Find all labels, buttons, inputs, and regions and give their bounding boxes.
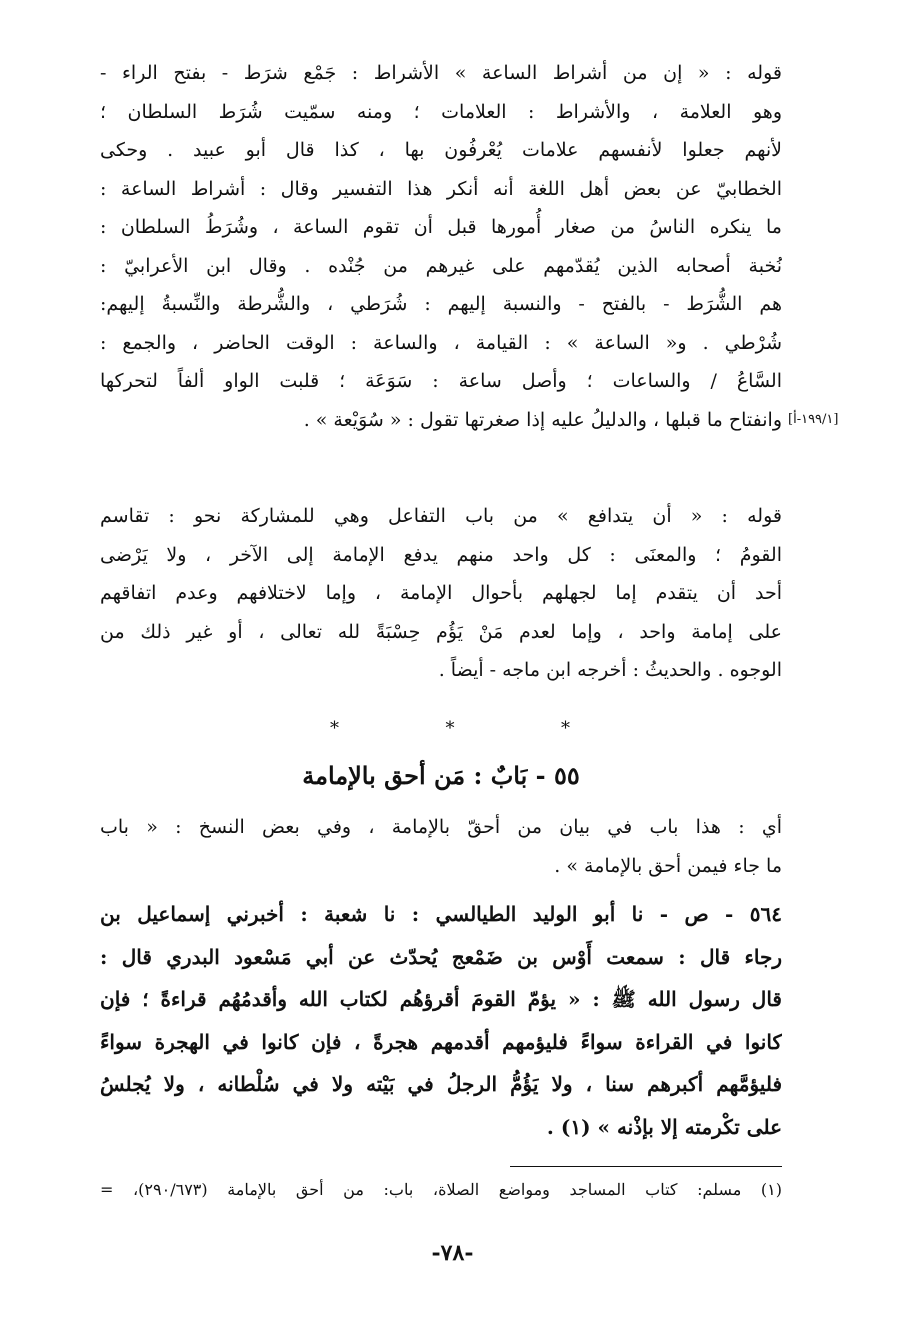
- text-line: كانوا في القراءة سواءً فليؤمهم أقدمهم هجرةً ، فإن كانوا في الهجرة سواءً: [100, 1029, 782, 1054]
- star-ornament: *: [445, 718, 455, 739]
- text-line: أي : هذا باب في بيان من أحقّ بالإمامة ، وفي بعض النسخ : « باب: [100, 816, 782, 838]
- text-line: قال رسول الله ﷺ : « يؤمّ القومَ أقرؤهُم لكتاب الله وأقدمُهُم قراءةً ؛ فإن: [100, 987, 782, 1011]
- text-line: على تكْرمته إلا بإذْنه » (١) .: [546, 1114, 782, 1139]
- text-line: ما ينكره الناسُ من صغار أُمورها قبل أن تقوم الساعة ، وشُرَطُ السلطان :: [100, 216, 782, 238]
- text-line: رجاء قال : سمعت أَوْس بن ضَمْعج يُحدّث عن أبي مَسْعود البدري قال :: [100, 944, 782, 969]
- text-line: قوله : « إن من أشراط الساعة » الأشراط : جَمْع شرَط - بفتح الراء -: [100, 62, 782, 84]
- text-line: الخطابيّ عن بعض أهل اللغة أنه أنكر هذا التفسير وقال : أشراط الساعة :: [100, 177, 782, 200]
- text-line: ما جاء فيمن أحق بالإمامة » .: [554, 854, 782, 877]
- paragraph-yatadafa: [100, 497, 782, 690]
- text-line: فليؤمَّهم أكبرهم سنا ، ولا يَؤُمُّ الرجلُ في بَيْته ولا في سُلْطانه ، ولا يُجلسُ: [100, 1072, 782, 1096]
- text-line: الوجوه . والحديثُ : أخرجه ابن ماجه - أيضاً .: [438, 659, 782, 681]
- manuscript-folio-reference: [١٩٩/١-أ]: [788, 412, 839, 427]
- paragraph-ashrat: [100, 54, 782, 439]
- paragraph-chapter-intro: [100, 808, 782, 885]
- text-line: نُخبة أصحابه الذين يُقدّمهم على غيرهم من جُنْده . وقال ابن الأعرابيّ :: [100, 254, 782, 277]
- text-line: وهو العلامة ، والأشراط : العلامات ؛ ومنه سمّيت شُرَط السلطان ؛: [100, 100, 782, 123]
- hadith-text: [100, 893, 782, 1148]
- text-line: وانفتاح ما قبلها ، والدليلُ عليه إذا صغرتها تقول : « سُوَيْعة » .: [303, 408, 782, 431]
- text-line: قوله : « أن يتدافع » من باب التفاعل وهي للمشاركة نحو : تقاسم: [100, 505, 782, 527]
- star-ornament: *: [561, 718, 570, 739]
- footnote: (١) مسلم: كتاب المساجد ومواضع الصلاة، باب: من أحق بالإمامة (٢٩٠/٦٧٣)، =: [100, 1180, 782, 1199]
- text-line: شُرْطي . و« الساعة » : القيامة ، والساعة : الوقت الحاضر ، والجمع :: [100, 331, 782, 354]
- text-line: لأنهم جعلوا لأنفسهم علامات يُعْرفُون بها ، كذا قال أبو عبيد . وحكى: [100, 139, 782, 161]
- text-line: ٥٦٤ - ص - نا أبو الوليد الطيالسي : نا شعبة : أخبرني إسماعيل بن: [100, 902, 782, 926]
- text-line: هم الشُّرَط - بالفتح - والنسبة إليهم : شُرَطي ، والشُّرطة والنِّسبةُ إليهم:: [100, 293, 782, 315]
- text-line: السَّاعُ / والساعات ؛ وأصل ساعة : سَوَعَة ؛ قلبت الواو ألفاً لتحركها: [100, 370, 782, 392]
- footnote-divider: [510, 1166, 782, 1167]
- section-separator: [330, 718, 570, 739]
- text-line: على إمامة واحد ، وإما لعدم مَنْ يَؤُم حِسْبَةً لله تعالى ، أو غير ذلك من: [100, 620, 782, 643]
- text-line: القومُ ؛ والمعنَى : كل واحد منهم يدفع الإمامة إلى الآخر ، ولا يَرْضى: [100, 543, 782, 566]
- page-number: -٧٨-: [431, 1240, 474, 1266]
- text-line: أحد أن يتقدم إما لجهلهم بأحوال الإمامة ، وإما لاختلافهم وعدم اتفاقهم: [100, 582, 782, 604]
- star-ornament: *: [330, 718, 339, 739]
- chapter-heading: ٥٥ - بَابٌ : مَن أحق بالإمامة: [302, 761, 580, 790]
